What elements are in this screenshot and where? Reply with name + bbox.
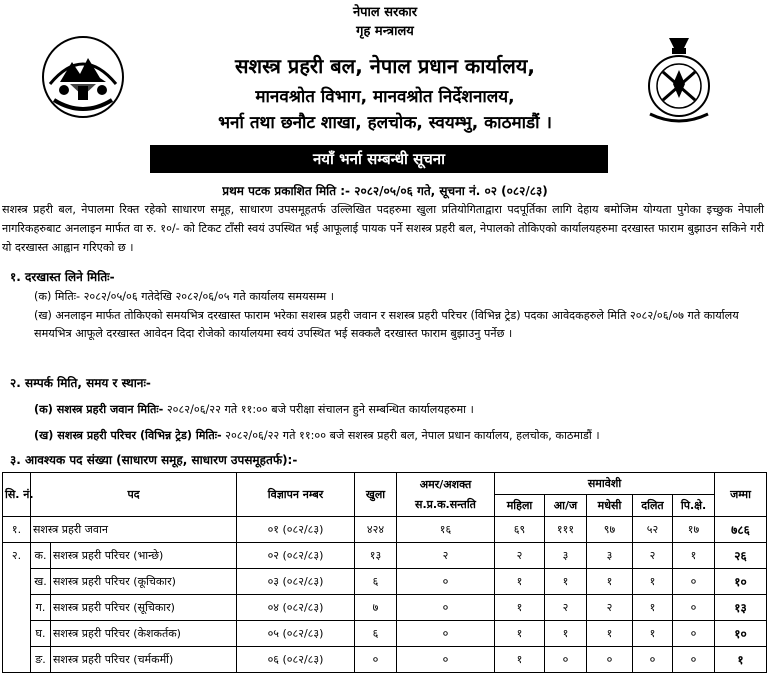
row-ad-no: ०३ (०८२/८३)	[237, 569, 355, 595]
row-martyr: ०	[397, 595, 495, 621]
row-women: २	[495, 543, 545, 569]
row-dalit: २	[633, 543, 673, 569]
row-dalit: १	[633, 569, 673, 595]
header-dalit: दलित	[633, 495, 673, 517]
row-madhesi: ९७	[587, 517, 633, 543]
row-martyr: ०	[397, 647, 495, 673]
government-name: नेपाल सरकार	[352, 5, 418, 20]
row-sub: क.	[31, 543, 51, 569]
section2-item-ka-label: (क) सशस्त्र प्रहरी जवान मितिः-	[34, 403, 164, 416]
header-backward: पि.क्षे.	[673, 495, 715, 517]
ministry-name: गृह मन्त्रालय	[356, 24, 414, 39]
table-row	[3, 621, 767, 647]
row-backward: ०	[673, 569, 715, 595]
row-sub: ख.	[31, 569, 51, 595]
header-martyr: अमर/अशक्त स.प्र.क.सन्तति	[397, 473, 495, 517]
notice-title: नयाँ भर्ना सम्बन्धी सूचना	[150, 145, 608, 173]
row-open: ६	[355, 569, 397, 595]
row-ad-no: ०१ (०८२/८३)	[237, 517, 355, 543]
row-backward: ०	[673, 621, 715, 647]
row-women: १	[495, 621, 545, 647]
table-row	[3, 569, 767, 595]
row-aj: ०	[545, 647, 587, 673]
row-ad-no: ०६ (०८२/८३)	[237, 647, 355, 673]
intro-paragraph: सशस्त्र प्रहरी बल, नेपालमा रिक्त रहेको साधारण समूह, साधारण उपसमूहतर्फ उल्लिखित पदहरुमा खुला प्रतियोगिताद्वारा पदपूर्तिका लागि देहाय बमोजिम योग्यता पुगेका इच्छुक नेपाली नागरिकहरुबाट अनलाइन मार्फत वा रु. १०/- को टिकट टाँसी स्वयं उपस्थित भई आफूलाई पायक पर्ने सशस्त्र प्रहरी बल, नेपालको तोकिएको कार्यालयहरुमा दरखास्त फाराम बुझाउन सकिने गरी यो दरखास्त आह्वान गरिएको छ ।	[2, 203, 764, 254]
row-women: १	[495, 595, 545, 621]
nepal-government-emblem-icon	[40, 34, 126, 120]
header-open: खुला	[355, 473, 397, 517]
row-aj: १	[545, 621, 587, 647]
header-sn: सि. नं.	[3, 473, 31, 517]
row-ad-no: ०४ (०८२/८३)	[237, 595, 355, 621]
row-post: सशस्त्र प्रहरी परिचर (चर्मकर्मी)	[51, 647, 237, 673]
row-open: १३	[355, 543, 397, 569]
armed-police-force-emblem-icon	[636, 34, 722, 130]
table-row	[3, 647, 767, 673]
row-open: ७	[355, 595, 397, 621]
row-aj: १	[545, 569, 587, 595]
posts-table	[2, 472, 767, 673]
row-dalit: १	[633, 595, 673, 621]
header-inclusive: समावेशी	[495, 473, 715, 495]
section3-heading: ३. आवश्यक पद संख्या (साधारण समूह, साधारण उपसमूहतर्फ):-	[10, 453, 298, 467]
row-total: १	[715, 647, 767, 673]
header-total: जम्मा	[715, 473, 767, 517]
row-sub: ङ.	[31, 647, 51, 673]
row-sub: घ.	[31, 621, 51, 647]
row-madhesi: १	[587, 569, 633, 595]
row-madhesi: ०	[587, 647, 633, 673]
row-post: सशस्त्र प्रहरी परिचर (सूचिकार)	[51, 595, 237, 621]
row-dalit: ५२	[633, 517, 673, 543]
section1-heading: १. दरखास्त लिने मितिः-	[10, 270, 115, 284]
row-backward: १	[673, 543, 715, 569]
header-ad-no: विज्ञापन नम्बर	[237, 473, 355, 517]
section2-item-kha-label: (ख) सशस्त्र प्रहरी परिचर (विभिन्न ट्रेड) मितिः-	[34, 429, 222, 442]
section2-item-kha	[34, 428, 600, 443]
row-sn: १.	[3, 517, 31, 543]
row-martyr: ०	[397, 569, 495, 595]
section-address: भर्ना तथा छनौट शाखा, हलचोक, स्वयम्भु, काठमाडौं ।	[218, 113, 552, 133]
row-total: ७८६	[715, 517, 767, 543]
row-post: सशस्त्र प्रहरी परिचर (कूचिकार)	[51, 569, 237, 595]
row-open: ०	[355, 647, 397, 673]
row-dalit: १	[633, 621, 673, 647]
table-row	[3, 543, 767, 569]
row-madhesi: २	[587, 595, 633, 621]
row-open: ४२४	[355, 517, 397, 543]
publication-line: प्रथम पटक प्रकाशित मिति :- २०८२/०५/०६ गते, सूचना नं. ०२ (०८२/८३)	[222, 184, 548, 198]
row-dalit: ०	[633, 647, 673, 673]
row-sn: २.	[3, 543, 31, 673]
section1-item-kha: (ख) अनलाइन मार्फत तोकिएको समयभित्र दरखास्त फाराम भरेका सशस्त्र प्रहरी जवान र सशस्त्र प्रहरी परिचर (विभिन्न ट्रेड) पदका आवेदकहरुले मिति २०८२/०६/०७ गते कार्यालय समयभित्र आफूले दरखास्त आवेदन दिदा रोजेको कार्यालयमा स्वयं उपस्थित भई सक्कलै दरखास्त फाराम बुझाउनु पर्नेछ ।	[34, 309, 739, 340]
row-ad-no: ०२ (०८२/८३)	[237, 543, 355, 569]
section2-item-ka-text: २०८२/०६/२२ गते ११:०० बजे परीक्षा संचालन हुने सम्बन्धित कार्यालयहरुमा ।	[163, 403, 474, 416]
row-open: ६	[355, 621, 397, 647]
row-post: सशस्त्र प्रहरी जवान	[31, 517, 237, 543]
row-post: सशस्त्र प्रहरी परिचर (केशकर्तक)	[51, 621, 237, 647]
row-total: १३	[715, 595, 767, 621]
section2-item-kha-text: २०८२/०६/२२ गते ११:०० बजे सशस्त्र प्रहरी बल, नेपाल प्रधान कार्यालय, हलचोक, काठमाडौं ।	[221, 429, 600, 442]
row-women: १	[495, 569, 545, 595]
section2-heading: २. सम्पर्क मिति, समय र स्थानः-	[10, 376, 151, 390]
row-backward: ०	[673, 647, 715, 673]
section2-item-ka	[34, 402, 474, 417]
row-martyr: २	[397, 543, 495, 569]
row-total: १०	[715, 621, 767, 647]
row-aj: ३	[545, 543, 587, 569]
row-aj: १११	[545, 517, 587, 543]
table-row	[3, 595, 767, 621]
row-madhesi: १	[587, 621, 633, 647]
row-backward: १७	[673, 517, 715, 543]
header-madhesi: मधेसी	[587, 495, 633, 517]
office-name: सशस्त्र प्रहरी बल, नेपाल प्रधान कार्यालय,	[235, 54, 535, 78]
row-post: सशस्त्र प्रहरी परिचर (भान्छे)	[51, 543, 237, 569]
row-total: २६	[715, 543, 767, 569]
department-name: मानवश्रोत विभाग, मानवश्रोत निर्देशनालय,	[255, 87, 515, 107]
row-women: ६९	[495, 517, 545, 543]
row-sub: ग.	[31, 595, 51, 621]
section1-item-ka: (क) मितिः- २०८२/०५/०६ गतेदेखि २०८२/०६/०५ गते कार्यालय समयसम्म ।	[34, 290, 334, 303]
row-martyr: ०	[397, 621, 495, 647]
header-aj: आ/ज	[545, 495, 587, 517]
row-martyr: १६	[397, 517, 495, 543]
table-row	[3, 517, 767, 543]
row-backward: ०	[673, 595, 715, 621]
row-ad-no: ०५ (०८२/८३)	[237, 621, 355, 647]
row-women: १	[495, 647, 545, 673]
row-total: १०	[715, 569, 767, 595]
row-aj: २	[545, 595, 587, 621]
row-madhesi: ३	[587, 543, 633, 569]
header-women: महिला	[495, 495, 545, 517]
header-post: पद	[31, 473, 237, 517]
